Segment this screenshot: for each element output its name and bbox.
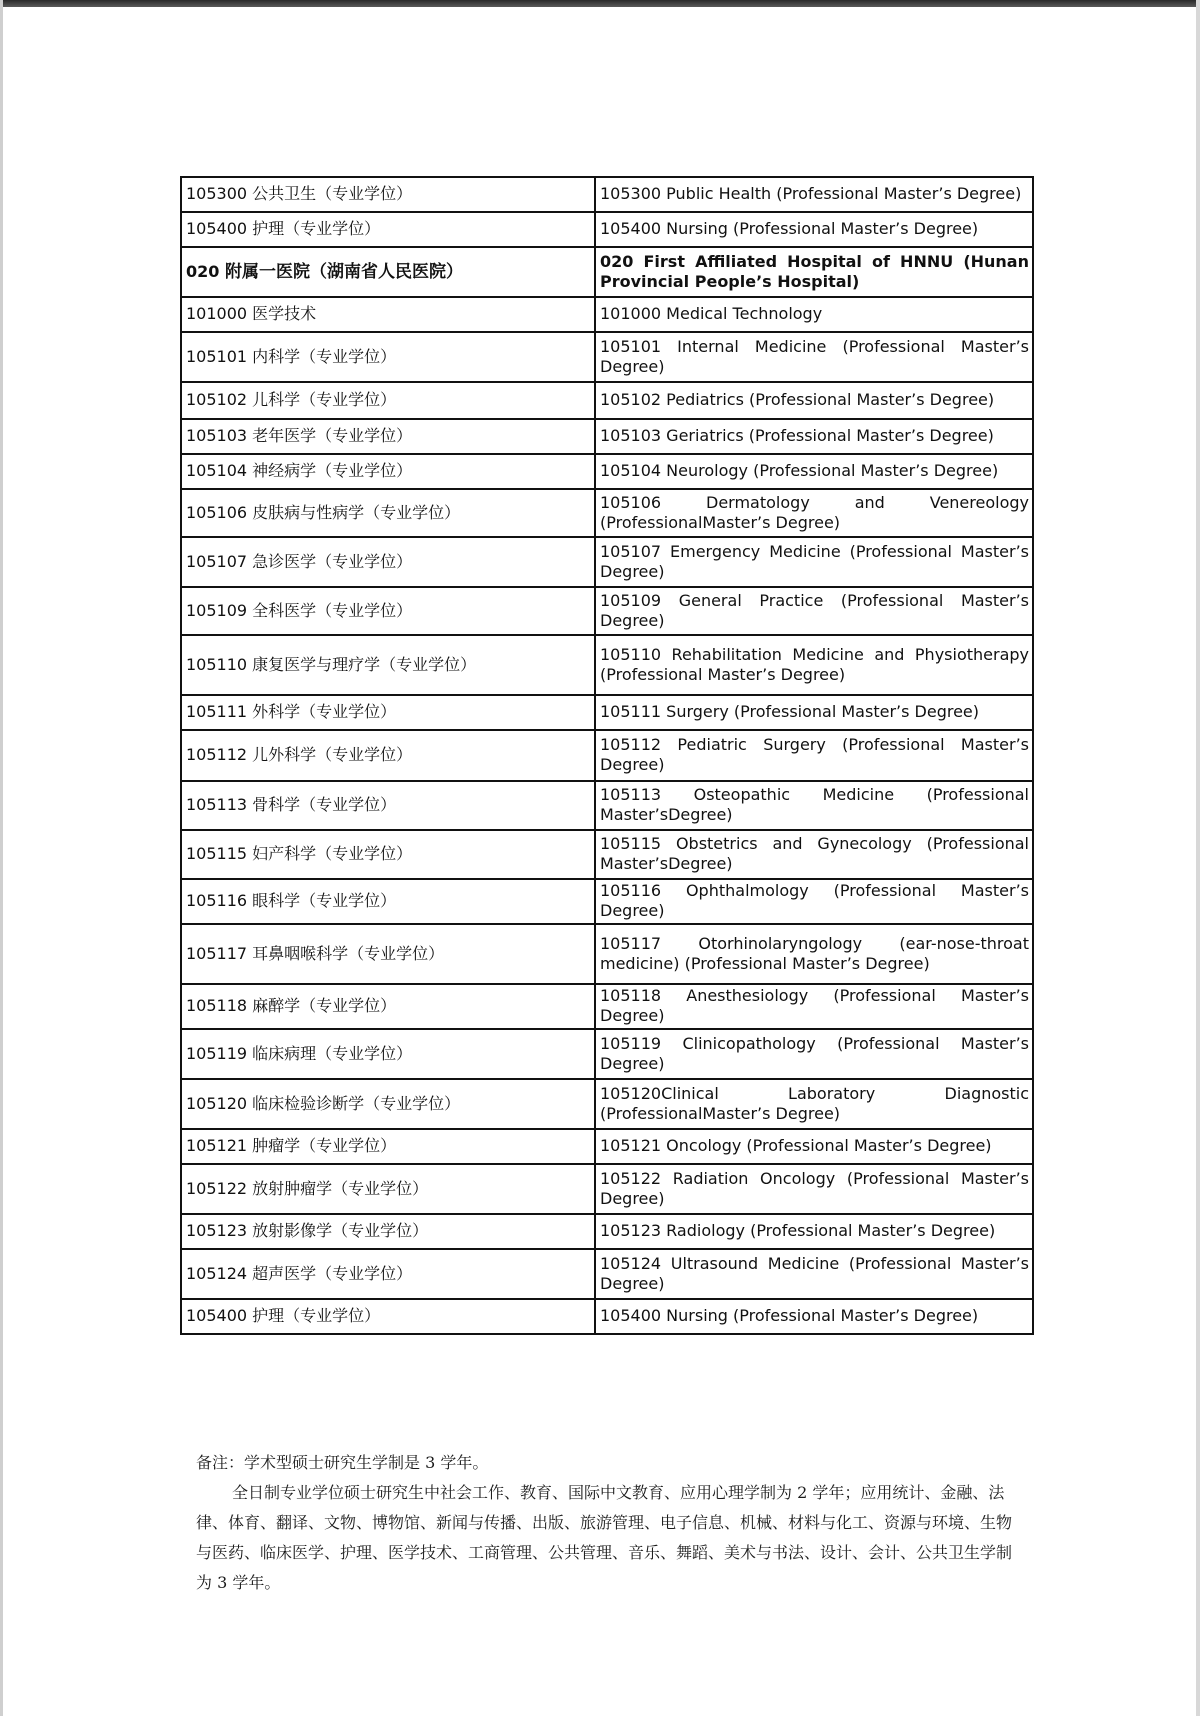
program-code: 105103 (186, 426, 248, 445)
program-code: 105124 (186, 1263, 248, 1283)
program-name-cn: 妇产科学（专业学位） (252, 844, 413, 863)
program-name-cn: 儿外科学（专业学位） (252, 745, 413, 764)
chinese-name-cell (181, 730, 595, 781)
chinese-name-cell (181, 489, 595, 537)
program-name-cn: 临床检验诊断学（专业学位） (252, 1093, 461, 1113)
program-name-cn: 放射肿瘤学（专业学位） (252, 1178, 429, 1198)
program-name-cn: 放射影像学（专业学位） (252, 1221, 429, 1240)
program-code: 101000 (186, 304, 248, 323)
program-name-cn: 急诊医学（专业学位） (252, 551, 413, 571)
program-name-en: 105400 Nursing (Professional Master’s Degree) (595, 212, 1033, 247)
program-name-en: 105118 Anesthesiology (Professional Master’s Degree) (595, 984, 1033, 1029)
program-name-cn: 外科学（专业学位） (252, 702, 397, 721)
chinese-name-cell (181, 1029, 595, 1079)
program-code: 105122 (186, 1178, 248, 1198)
program-name-cn: 儿科学（专业学位） (252, 390, 397, 409)
table-row (181, 489, 1033, 537)
table-row (181, 212, 1033, 247)
table-row (181, 730, 1033, 781)
program-code: 105118 (186, 996, 248, 1015)
chinese-name-cell (181, 247, 595, 297)
chinese-name-cell (181, 587, 595, 635)
notes (196, 1448, 1026, 1598)
chinese-name-cell (181, 419, 595, 454)
scan-edge-left (0, 0, 3, 1716)
program-code: 105113 (186, 795, 248, 814)
table-row (181, 830, 1033, 879)
program-name-cn: 医学技术 (252, 304, 317, 323)
table-row (181, 781, 1033, 830)
table-row (181, 1214, 1033, 1249)
scan-edge-right (1196, 0, 1200, 1716)
program-code: 105400 (186, 1306, 248, 1325)
program-name-en: 101000 Medical Technology (595, 297, 1033, 332)
program-name-en: 105109 General Practice (Professional Master’s Degree) (595, 587, 1033, 635)
program-code: 105116 (186, 891, 248, 910)
chinese-name-cell (181, 454, 595, 489)
program-code: 105121 (186, 1136, 248, 1155)
program-name-en: 105107 Emergency Medicine (Professional Master’s Degree) (595, 537, 1033, 587)
chinese-name-cell (181, 830, 595, 879)
program-name-en: 105121 Oncology (Professional Master’s Degree) (595, 1129, 1033, 1164)
program-name-cn: 内科学（专业学位） (252, 346, 397, 366)
chinese-name-cell (181, 1079, 595, 1129)
chinese-name-cell (181, 1249, 595, 1299)
table-row (181, 1164, 1033, 1214)
chinese-name-cell (181, 781, 595, 830)
program-code: 105102 (186, 390, 248, 409)
chinese-name-cell (181, 297, 595, 332)
table-row (181, 419, 1033, 454)
program-code: 105107 (186, 551, 248, 571)
program-name-cn: 护理（专业学位） (252, 1306, 381, 1325)
table-row (181, 695, 1033, 730)
program-name-en: 105101 Internal Medicine (Professional Master’s Degree) (595, 332, 1033, 382)
program-name-en: 105104 Neurology (Professional Master’s Degree) (595, 454, 1033, 489)
program-name-cn: 护理（专业学位） (252, 219, 381, 238)
program-code: 105117 (186, 943, 248, 963)
program-code: 105110 (186, 654, 248, 674)
program-name-cn: 临床病理（专业学位） (252, 1043, 413, 1063)
program-name-en: 105112 Pediatric Surgery (Professional Master’s Degree) (595, 730, 1033, 781)
chinese-name-cell (181, 984, 595, 1029)
program-code: 020 (186, 261, 220, 281)
program-name-cn: 公共卫生（专业学位） (252, 184, 413, 203)
table-row (181, 382, 1033, 419)
table-row (181, 1249, 1033, 1299)
table-row (181, 177, 1033, 212)
program-name-en: 105116 Ophthalmology (Professional Master’s Degree) (595, 879, 1033, 924)
program-name-cn: 皮肤病与性病学（专业学位） (252, 502, 461, 522)
table-row (181, 1029, 1033, 1079)
program-name-en: 105111 Surgery (Professional Master’s Degree) (595, 695, 1033, 730)
notes-line-1: 备注：学术型硕士研究生学制是 3 学年。 (196, 1453, 489, 1472)
program-name-en: 105122 Radiation Oncology (Professional Master’s Degree) (595, 1164, 1033, 1214)
program-table-body (181, 177, 1033, 1334)
program-name-cn: 康复医学与理疗学（专业学位） (252, 654, 477, 674)
program-code: 105400 (186, 219, 248, 238)
program-name-en: 105103 Geriatrics (Professional Master’s Degree) (595, 419, 1033, 454)
program-name-cn: 全科医学（专业学位） (252, 600, 413, 620)
scan-edge-top (0, 0, 1200, 7)
table-row (181, 332, 1033, 382)
chinese-name-cell (181, 879, 595, 924)
program-name-en: 020 First Affiliated Hospital of HNNU (Hunan Provincial People’s Hospital) (595, 247, 1033, 297)
table-row (181, 635, 1033, 695)
program-name-en: 105120Clinical Laboratory Diagnostic (ProfessionalMaster’s Degree) (595, 1079, 1033, 1129)
table-row (181, 1299, 1033, 1334)
program-code: 105120 (186, 1093, 248, 1113)
program-name-en: 105123 Radiology (Professional Master’s Degree) (595, 1214, 1033, 1249)
chinese-name-cell (181, 1164, 595, 1214)
program-code: 105106 (186, 502, 248, 522)
program-name-en: 105400 Nursing (Professional Master’s Degree) (595, 1299, 1033, 1334)
chinese-name-cell (181, 924, 595, 984)
program-name-en: 105119 Clinicopathology (Professional Master’s Degree) (595, 1029, 1033, 1079)
chinese-name-cell (181, 382, 595, 419)
chinese-name-cell (181, 177, 595, 212)
section-row (181, 247, 1033, 297)
program-name-en: 105102 Pediatrics (Professional Master’s Degree) (595, 382, 1033, 419)
chinese-name-cell (181, 332, 595, 382)
program-name-en: 105300 Public Health (Professional Master’s Degree) (595, 177, 1033, 212)
program-name-cn: 骨科学（专业学位） (252, 795, 397, 814)
program-code: 105300 (186, 184, 248, 203)
program-name-en: 105106 Dermatology and Venereology (ProfessionalMaster’s Degree) (595, 489, 1033, 537)
program-name-en: 105124 Ultrasound Medicine (Professional Master’s Degree) (595, 1249, 1033, 1299)
chinese-name-cell (181, 1214, 595, 1249)
program-name-en: 105117 Otorhinolaryngology (ear-nose-throat medicine) (Professional Master’s Degree) (595, 924, 1033, 984)
program-code: 105115 (186, 844, 248, 863)
program-name-cn: 眼科学（专业学位） (252, 891, 397, 910)
notes-line-2: 全日制专业学位硕士研究生中社会工作、教育、国际中文教育、应用心理学制为 2 学年；应用统计、金融、法律、体育、翻译、文物、博物馆、新闻与传播、出版、旅游管理、电子信息、机械、材料与化工、资源与环境、生物与医药、临床医学、护理、医学技术、工商管理、公共管理、音乐、舞蹈、美术与书法、设计、会计、公共卫生学制为 3 学年。 (196, 1483, 1013, 1592)
table-row (181, 587, 1033, 635)
table-row (181, 924, 1033, 984)
table-row (181, 1129, 1033, 1164)
program-name-en: 105113 Osteopathic Medicine (Professional Master’sDegree) (595, 781, 1033, 830)
table-row (181, 1079, 1033, 1129)
chinese-name-cell (181, 635, 595, 695)
table-row (181, 454, 1033, 489)
program-code: 105112 (186, 745, 248, 764)
chinese-name-cell (181, 212, 595, 247)
table-row (181, 879, 1033, 924)
program-name-cn: 附属一医院（湖南省人民医院） (224, 261, 463, 282)
chinese-name-cell (181, 1299, 595, 1334)
chinese-name-cell (181, 1129, 595, 1164)
table-row (181, 297, 1033, 332)
chinese-name-cell (181, 695, 595, 730)
program-table (180, 176, 1034, 1335)
program-code: 105111 (186, 702, 248, 721)
program-code: 105104 (186, 461, 248, 480)
program-name-cn: 超声医学（专业学位） (252, 1263, 413, 1283)
table-row (181, 537, 1033, 587)
table-row (181, 984, 1033, 1029)
program-name-cn: 麻醉学（专业学位） (252, 996, 397, 1015)
program-name-en: 105110 Rehabilitation Medicine and Physiotherapy (Professional Master’s Degree) (595, 635, 1033, 695)
program-code: 105101 (186, 346, 248, 366)
program-code: 105123 (186, 1221, 248, 1240)
program-name-cn: 耳鼻咽喉科学（专业学位） (252, 943, 445, 963)
program-name-cn: 神经病学（专业学位） (252, 461, 413, 480)
program-name-cn: 老年医学（专业学位） (252, 426, 413, 445)
program-code: 105109 (186, 600, 248, 620)
program-code: 105119 (186, 1043, 248, 1063)
chinese-name-cell (181, 537, 595, 587)
program-name-cn: 肿瘤学（专业学位） (252, 1136, 397, 1155)
program-name-en: 105115 Obstetrics and Gynecology (Professional Master’sDegree) (595, 830, 1033, 879)
